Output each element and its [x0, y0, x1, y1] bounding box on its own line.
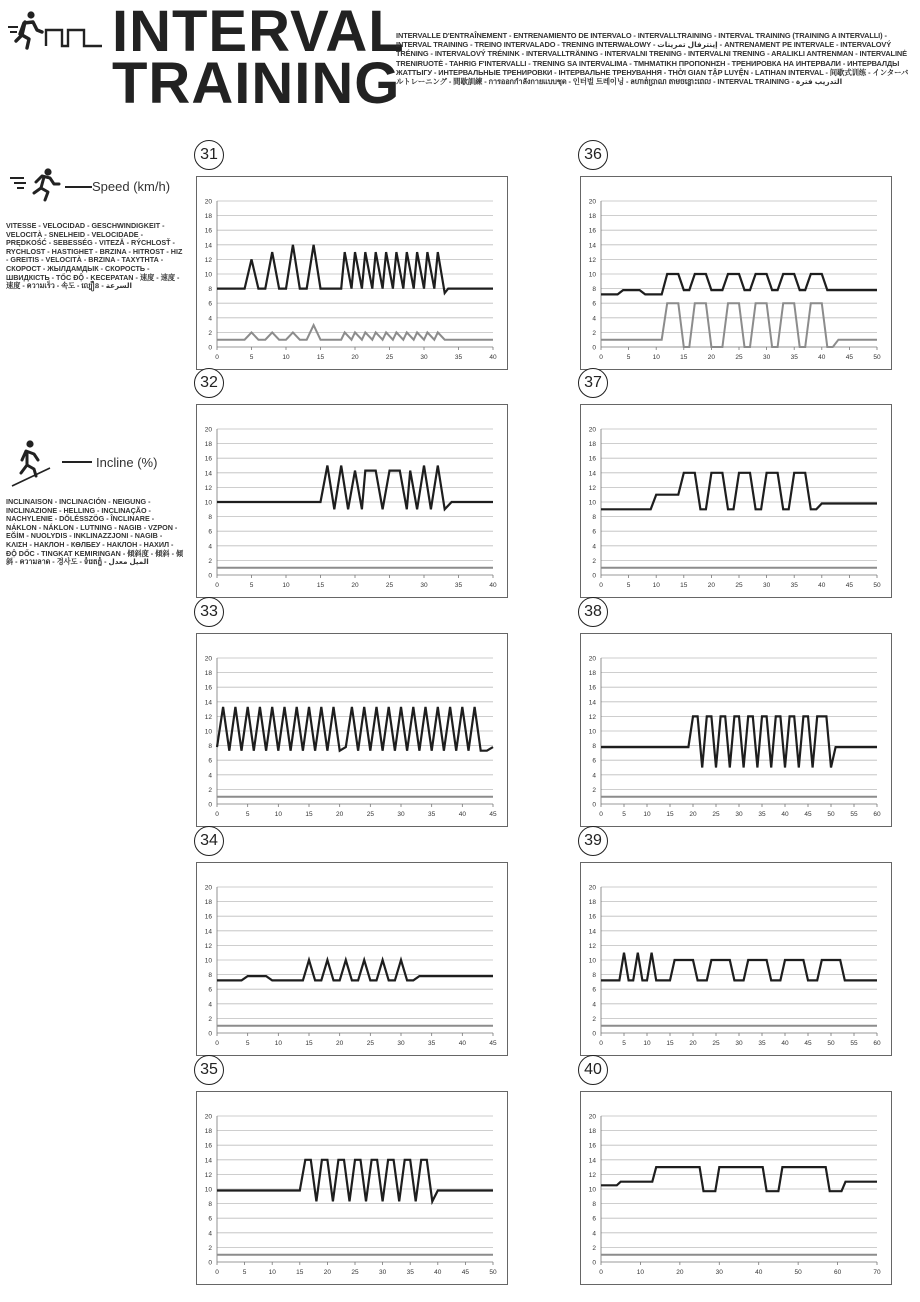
speed-series-line — [601, 953, 877, 981]
y-tick-label: 2 — [592, 329, 596, 337]
y-tick-label: 8 — [208, 972, 212, 980]
y-tick-label: 6 — [592, 1215, 596, 1223]
y-tick-label: 18 — [588, 441, 596, 449]
x-tick-label: 25 — [366, 1040, 374, 1047]
y-tick-label: 0 — [592, 1030, 596, 1038]
chart-32 — [196, 404, 508, 598]
y-tick-label: 12 — [204, 1171, 212, 1179]
y-tick-label: 4 — [208, 1001, 212, 1009]
x-tick-label: 30 — [715, 1269, 723, 1276]
y-tick-label: 4 — [592, 772, 596, 780]
x-tick-label: 30 — [762, 582, 771, 589]
x-tick-label: 35 — [406, 1269, 414, 1276]
y-tick-label: 6 — [208, 757, 212, 765]
y-tick-label: 4 — [208, 1230, 212, 1238]
x-tick-label: 15 — [305, 811, 313, 818]
x-tick-label: 50 — [873, 354, 881, 361]
x-tick-label: 0 — [215, 811, 219, 818]
y-tick-label: 20 — [204, 655, 212, 663]
x-tick-label: 35 — [428, 811, 436, 818]
y-tick-label: 4 — [208, 772, 212, 780]
x-tick-label: 35 — [454, 354, 463, 361]
chart-38 — [580, 633, 892, 827]
y-tick-label: 18 — [204, 670, 212, 678]
y-tick-label: 20 — [204, 426, 212, 434]
x-tick-label: 40 — [818, 582, 826, 589]
chart-number-39: 39 — [578, 826, 608, 856]
x-tick-label: 15 — [316, 582, 325, 589]
chart-34 — [196, 862, 508, 1056]
x-tick-label: 15 — [305, 1040, 313, 1047]
chart-number-33: 33 — [194, 597, 224, 627]
y-tick-label: 6 — [592, 300, 596, 308]
y-tick-label: 2 — [592, 557, 596, 565]
x-tick-label: 40 — [434, 1269, 442, 1276]
speed-series-line — [217, 707, 493, 751]
y-tick-label: 0 — [592, 801, 596, 809]
x-tick-label: 40 — [458, 1040, 466, 1047]
x-tick-label: 45 — [804, 1040, 812, 1047]
y-tick-label: 14 — [204, 470, 212, 478]
y-tick-label: 8 — [208, 514, 212, 522]
chart-number-40: 40 — [578, 1055, 608, 1085]
y-tick-label: 4 — [592, 315, 596, 323]
title-translations: INTERVALLE D'ENTRAÎNEMENT - ENTRENAMIENTO DE INTERVALO - INTERVALLTRAINING - INTERVAL TRAINING (TRAINING A INTERVALLI) - INTERVAL TRAINING - TREINO INTERVALADO - TRENING INTERWAŁOWY - إينترفال تمرينات - ANTRENAMENT PE INTERVALE - INTERVALOVÝ TRÉNING - INTERVALOVÝ TRÉNINK - INTERVALLTRÄNING - INTERVALNI TRENING - INTERVALNI TRENING - ARALIKLI ANTRENMAN - INTERVALINĖ TRENIRUOTĖ - TAHRIG F'INTERVALLI - TRENING SA INTERVALIMA - ΤΜΗΜΑΤΙΚΗ ΠΡΟΠΟΝΗΣΗ - ТРЕНИРОВКА НА ИНТЕРВАЛИ - ИНТЕРВАЛДЫ ЖАТТЫГУ - ИНТЕРВАЛЬНЫЕ ТРЕНИРОВКИ - ІНТЕРВАЛЬНЕ ТРЕНУВАННЯ - THỜI GIAN TẬP LUYỆN - LATIHAN INTERVAL - 间歇式训练 - インターバルトレーニング - 間歇訓練 - การออกกำลังกายแบบชุด - 인터벌 트레이닝 - ลហាត់ប្រាណ តាមចន្លោះពេល - INTERVAL TRAINING - التدريب فترة — [396, 31, 909, 87]
y-tick-label: 4 — [208, 315, 212, 323]
y-tick-label: 14 — [204, 242, 212, 250]
runner-interval-icon — [8, 8, 104, 57]
x-tick-label: 10 — [643, 1040, 651, 1047]
x-tick-label: 10 — [274, 1040, 282, 1047]
x-tick-label: 20 — [336, 811, 344, 818]
y-tick-label: 12 — [588, 484, 596, 492]
x-tick-label: 30 — [378, 1269, 387, 1276]
x-tick-label: 25 — [366, 811, 374, 818]
y-tick-label: 16 — [204, 455, 212, 463]
incline-legend-label: Incline (%) — [96, 455, 158, 470]
y-tick-label: 2 — [208, 1015, 212, 1023]
x-tick-label: 40 — [458, 811, 466, 818]
y-tick-label: 12 — [204, 942, 212, 950]
incline-series-line — [601, 303, 877, 347]
chart-svg-40 — [581, 1092, 891, 1284]
x-tick-label: 15 — [680, 582, 688, 589]
x-tick-label: 10 — [282, 354, 290, 361]
x-tick-label: 0 — [599, 582, 603, 589]
chart-number-37: 37 — [578, 368, 608, 398]
x-tick-label: 45 — [489, 811, 497, 818]
x-tick-label: 40 — [489, 582, 497, 589]
y-tick-label: 14 — [588, 242, 596, 250]
y-tick-label: 14 — [588, 699, 596, 707]
y-tick-label: 16 — [588, 227, 596, 235]
y-tick-label: 10 — [588, 1186, 596, 1194]
y-tick-label: 10 — [588, 499, 596, 507]
x-tick-label: 15 — [316, 354, 325, 361]
x-tick-label: 5 — [622, 1040, 626, 1047]
x-tick-label: 15 — [680, 354, 688, 361]
chart-37 — [580, 404, 892, 598]
x-tick-label: 25 — [385, 582, 394, 589]
y-tick-label: 4 — [592, 543, 596, 551]
chart-33 — [196, 633, 508, 827]
y-tick-label: 16 — [588, 913, 596, 921]
y-tick-label: 0 — [208, 344, 212, 352]
x-tick-label: 70 — [873, 1269, 881, 1276]
y-tick-label: 0 — [208, 801, 212, 809]
x-tick-label: 40 — [781, 1040, 789, 1047]
x-tick-label: 20 — [707, 354, 716, 361]
x-tick-label: 30 — [397, 811, 405, 818]
x-tick-label: 25 — [385, 354, 394, 361]
y-tick-label: 16 — [588, 1142, 596, 1150]
x-tick-label: 35 — [454, 582, 463, 589]
y-tick-label: 6 — [208, 1215, 212, 1223]
x-tick-label: 50 — [827, 1040, 835, 1047]
x-tick-label: 40 — [489, 354, 497, 361]
x-tick-label: 55 — [850, 811, 858, 818]
y-tick-label: 14 — [204, 1157, 212, 1165]
x-tick-label: 10 — [652, 582, 660, 589]
y-tick-label: 12 — [204, 713, 212, 721]
x-tick-label: 35 — [758, 811, 766, 818]
x-tick-label: 45 — [845, 582, 854, 589]
x-tick-label: 0 — [215, 1040, 219, 1047]
y-tick-label: 6 — [208, 986, 212, 994]
chart-31 — [196, 176, 508, 370]
y-tick-label: 10 — [588, 728, 596, 736]
chart-number-31: 31 — [194, 140, 224, 170]
chart-svg-39 — [581, 863, 891, 1055]
y-tick-label: 8 — [592, 1201, 596, 1209]
y-tick-label: 18 — [588, 670, 596, 678]
chart-svg-34 — [197, 863, 507, 1055]
x-tick-label: 30 — [735, 1040, 743, 1047]
x-tick-label: 40 — [781, 811, 789, 818]
y-tick-label: 20 — [588, 884, 596, 892]
y-tick-label: 8 — [208, 1201, 212, 1209]
x-tick-label: 60 — [873, 1040, 881, 1047]
speed-series-line — [217, 245, 493, 293]
chart-svg-36 — [581, 177, 891, 369]
y-tick-label: 12 — [588, 1171, 596, 1179]
x-tick-label: 5 — [242, 1269, 247, 1276]
chart-svg-32 — [197, 405, 507, 597]
y-tick-label: 14 — [588, 470, 596, 478]
y-tick-label: 10 — [588, 957, 596, 965]
y-tick-label: 10 — [204, 728, 212, 736]
y-tick-label: 0 — [208, 572, 212, 580]
y-tick-label: 12 — [588, 256, 596, 264]
y-tick-label: 8 — [208, 286, 212, 294]
y-tick-label: 4 — [592, 1001, 596, 1009]
y-tick-label: 14 — [588, 1157, 596, 1165]
x-tick-label: 60 — [873, 811, 881, 818]
x-tick-label: 30 — [735, 811, 743, 818]
y-tick-label: 2 — [592, 1015, 596, 1023]
x-tick-label: 0 — [599, 1269, 603, 1276]
x-tick-label: 15 — [296, 1269, 304, 1276]
chart-number-38: 38 — [578, 597, 608, 627]
y-tick-label: 2 — [208, 786, 212, 794]
y-tick-label: 14 — [588, 928, 596, 936]
chart-number-34: 34 — [194, 826, 224, 856]
x-tick-label: 35 — [790, 354, 798, 361]
y-tick-label: 0 — [208, 1030, 212, 1038]
x-tick-label: 35 — [790, 582, 798, 589]
x-tick-label: 25 — [735, 354, 743, 361]
x-tick-label: 50 — [873, 582, 881, 589]
y-tick-label: 0 — [592, 572, 596, 580]
x-tick-label: 15 — [666, 811, 674, 818]
x-tick-label: 10 — [282, 582, 290, 589]
y-tick-label: 10 — [588, 271, 596, 279]
chart-svg-37 — [581, 405, 891, 597]
x-tick-label: 45 — [461, 1269, 470, 1276]
x-tick-label: 5 — [626, 582, 631, 589]
y-tick-label: 6 — [592, 757, 596, 765]
y-tick-label: 10 — [204, 957, 212, 965]
x-tick-label: 10 — [268, 1269, 276, 1276]
x-tick-label: 50 — [489, 1269, 497, 1276]
x-tick-label: 0 — [215, 1269, 219, 1276]
x-tick-label: 25 — [712, 811, 720, 818]
x-tick-label: 45 — [489, 1040, 497, 1047]
y-tick-label: 16 — [588, 684, 596, 692]
y-tick-label: 10 — [204, 1186, 212, 1194]
chart-svg-31 — [197, 177, 507, 369]
y-tick-label: 0 — [208, 1259, 212, 1267]
y-tick-label: 20 — [588, 426, 596, 434]
x-tick-label: 10 — [652, 354, 660, 361]
y-tick-label: 10 — [204, 499, 212, 507]
x-tick-label: 40 — [755, 1269, 763, 1276]
x-tick-label: 0 — [215, 582, 219, 589]
y-tick-label: 2 — [208, 1244, 212, 1252]
y-tick-label: 12 — [588, 713, 596, 721]
chart-number-32: 32 — [194, 368, 224, 398]
y-tick-label: 14 — [204, 699, 212, 707]
title-line-1: INTERVAL — [112, 0, 405, 64]
y-tick-label: 18 — [204, 441, 212, 449]
x-tick-label: 20 — [323, 1269, 332, 1276]
x-tick-label: 5 — [622, 811, 626, 818]
y-tick-label: 20 — [588, 1113, 596, 1121]
x-tick-label: 0 — [215, 354, 219, 361]
page-title — [112, 0, 405, 116]
x-tick-label: 30 — [420, 354, 428, 361]
speed-series-line — [217, 1160, 493, 1202]
x-tick-label: 10 — [636, 1269, 645, 1276]
y-tick-label: 8 — [592, 972, 596, 980]
y-tick-label: 16 — [204, 1142, 212, 1150]
x-tick-label: 10 — [643, 811, 651, 818]
y-tick-label: 12 — [204, 484, 212, 492]
y-tick-label: 14 — [204, 928, 212, 936]
x-tick-label: 5 — [249, 582, 254, 589]
y-tick-label: 18 — [588, 213, 596, 221]
x-tick-label: 0 — [599, 811, 603, 818]
x-tick-label: 45 — [845, 354, 854, 361]
x-tick-label: 25 — [351, 1269, 359, 1276]
chart-35 — [196, 1091, 508, 1285]
chart-39 — [580, 862, 892, 1056]
speed-series-line — [601, 473, 877, 510]
speed-series-line — [217, 960, 493, 980]
title-line-2: TRAINING — [112, 51, 401, 116]
chart-36 — [580, 176, 892, 370]
y-tick-label: 8 — [592, 286, 596, 294]
chart-number-36: 36 — [578, 140, 608, 170]
chart-svg-33 — [197, 634, 507, 826]
y-tick-label: 20 — [204, 1113, 212, 1121]
y-tick-label: 20 — [204, 884, 212, 892]
y-tick-label: 0 — [592, 1259, 596, 1267]
y-tick-label: 16 — [588, 455, 596, 463]
y-tick-label: 8 — [208, 743, 212, 751]
walking-incline-icon — [10, 438, 100, 495]
x-tick-label: 45 — [804, 811, 812, 818]
x-tick-label: 25 — [712, 1040, 720, 1047]
y-tick-label: 18 — [204, 213, 212, 221]
y-tick-label: 6 — [208, 300, 212, 308]
y-tick-label: 16 — [204, 227, 212, 235]
y-tick-label: 18 — [588, 1128, 596, 1136]
y-tick-label: 20 — [588, 198, 596, 206]
x-tick-label: 50 — [794, 1269, 802, 1276]
x-tick-label: 35 — [758, 1040, 766, 1047]
x-tick-label: 5 — [626, 354, 631, 361]
x-tick-label: 30 — [762, 354, 771, 361]
y-tick-label: 18 — [204, 1128, 212, 1136]
x-tick-label: 20 — [336, 1040, 344, 1047]
speed-series-line — [601, 274, 877, 294]
x-tick-label: 20 — [351, 582, 359, 589]
x-tick-label: 10 — [274, 811, 282, 818]
speed-legend-label: Speed (km/h) — [92, 179, 171, 194]
speed-translations: VITESSE - VELOCIDAD - GESCHWINDIGKEIT - VELOCITÀ - SNELHEID - VELOCIDADE - PRĘDKOŚĆ - SEBESSÉG - VITEZĂ - RÝCHLOSŤ - RYCHLOST - HASTIGHET - BRZINA - HITROST - HIZ - GREITIS - VELOCITÀ - BRZINA - ΤΑΧΥΤΗΤΑ - СКОРОСТ - ЖЫЛДАМДЫК - СКОРОСТЬ - ШВИДКІСТЬ - TỐC ĐỘ - KECEPATAN - 速度 - 速度 - 速度 - ความเร็ว - 속도 - ល្បឿន - السرعة — [6, 221, 183, 291]
x-tick-label: 20 — [676, 1269, 684, 1276]
x-tick-label: 40 — [818, 354, 826, 361]
y-tick-label: 2 — [592, 1244, 596, 1252]
x-tick-label: 20 — [707, 582, 716, 589]
y-tick-label: 0 — [592, 344, 596, 352]
chart-40 — [580, 1091, 892, 1285]
y-tick-label: 12 — [204, 256, 212, 264]
x-tick-label: 20 — [689, 811, 697, 818]
x-tick-label: 20 — [689, 1040, 697, 1047]
x-tick-label: 5 — [249, 354, 254, 361]
y-tick-label: 18 — [588, 899, 596, 907]
running-speed-icon — [8, 166, 92, 207]
y-tick-label: 16 — [204, 913, 212, 921]
y-tick-label: 12 — [588, 942, 596, 950]
y-tick-label: 2 — [208, 329, 212, 337]
y-tick-label: 2 — [208, 557, 212, 565]
x-tick-label: 0 — [599, 354, 603, 361]
x-tick-label: 5 — [245, 811, 250, 818]
speed-series-line — [601, 1167, 877, 1191]
chart-svg-35 — [197, 1092, 507, 1284]
x-tick-label: 35 — [428, 1040, 436, 1047]
x-tick-label: 5 — [245, 1040, 250, 1047]
incline-translations: INCLINAISON - INCLINACIÓN - NEIGUNG - INCLINAZIONE - HELLING - INCLINAÇÃO - NACHYLENIE - DŐLÉSSZÖG - ÎNCLINARE - NÁKLON - NÁKLON - LUTNING - NAGIB - VZPON - EĞİM - NUOLYDIS - INKLINAZZJONI - NAGIB - ΚΛΙΣΗ - НАКЛОН - КӨЛБЕУ - НАКЛОН - НАХИЛ - ĐỘ DỐC - TINGKAT KEMIRINGAN - 傾斜度 - 傾斜 - 傾斜 - ความลาด - 경사도 - ទំរេតភ្នំ - الميل معدل — [6, 497, 184, 567]
y-tick-label: 20 — [204, 198, 212, 206]
x-tick-label: 0 — [599, 1040, 603, 1047]
x-tick-label: 55 — [850, 1040, 858, 1047]
x-tick-label: 30 — [420, 582, 428, 589]
y-tick-label: 10 — [204, 271, 212, 279]
x-tick-label: 20 — [351, 354, 359, 361]
x-tick-label: 50 — [827, 811, 835, 818]
y-tick-label: 4 — [208, 543, 212, 551]
y-tick-label: 20 — [588, 655, 596, 663]
x-tick-label: 15 — [666, 1040, 674, 1047]
chart-svg-38 — [581, 634, 891, 826]
y-tick-label: 18 — [204, 899, 212, 907]
x-tick-label: 25 — [735, 582, 743, 589]
y-tick-label: 6 — [208, 528, 212, 536]
chart-number-35: 35 — [194, 1055, 224, 1085]
y-tick-label: 2 — [592, 786, 596, 794]
y-tick-label: 4 — [592, 1230, 596, 1238]
x-tick-label: 30 — [397, 1040, 405, 1047]
x-tick-label: 60 — [833, 1269, 842, 1276]
y-tick-label: 8 — [592, 743, 596, 751]
y-tick-label: 8 — [592, 514, 596, 522]
y-tick-label: 6 — [592, 986, 596, 994]
y-tick-label: 6 — [592, 528, 596, 536]
y-tick-label: 16 — [204, 684, 212, 692]
